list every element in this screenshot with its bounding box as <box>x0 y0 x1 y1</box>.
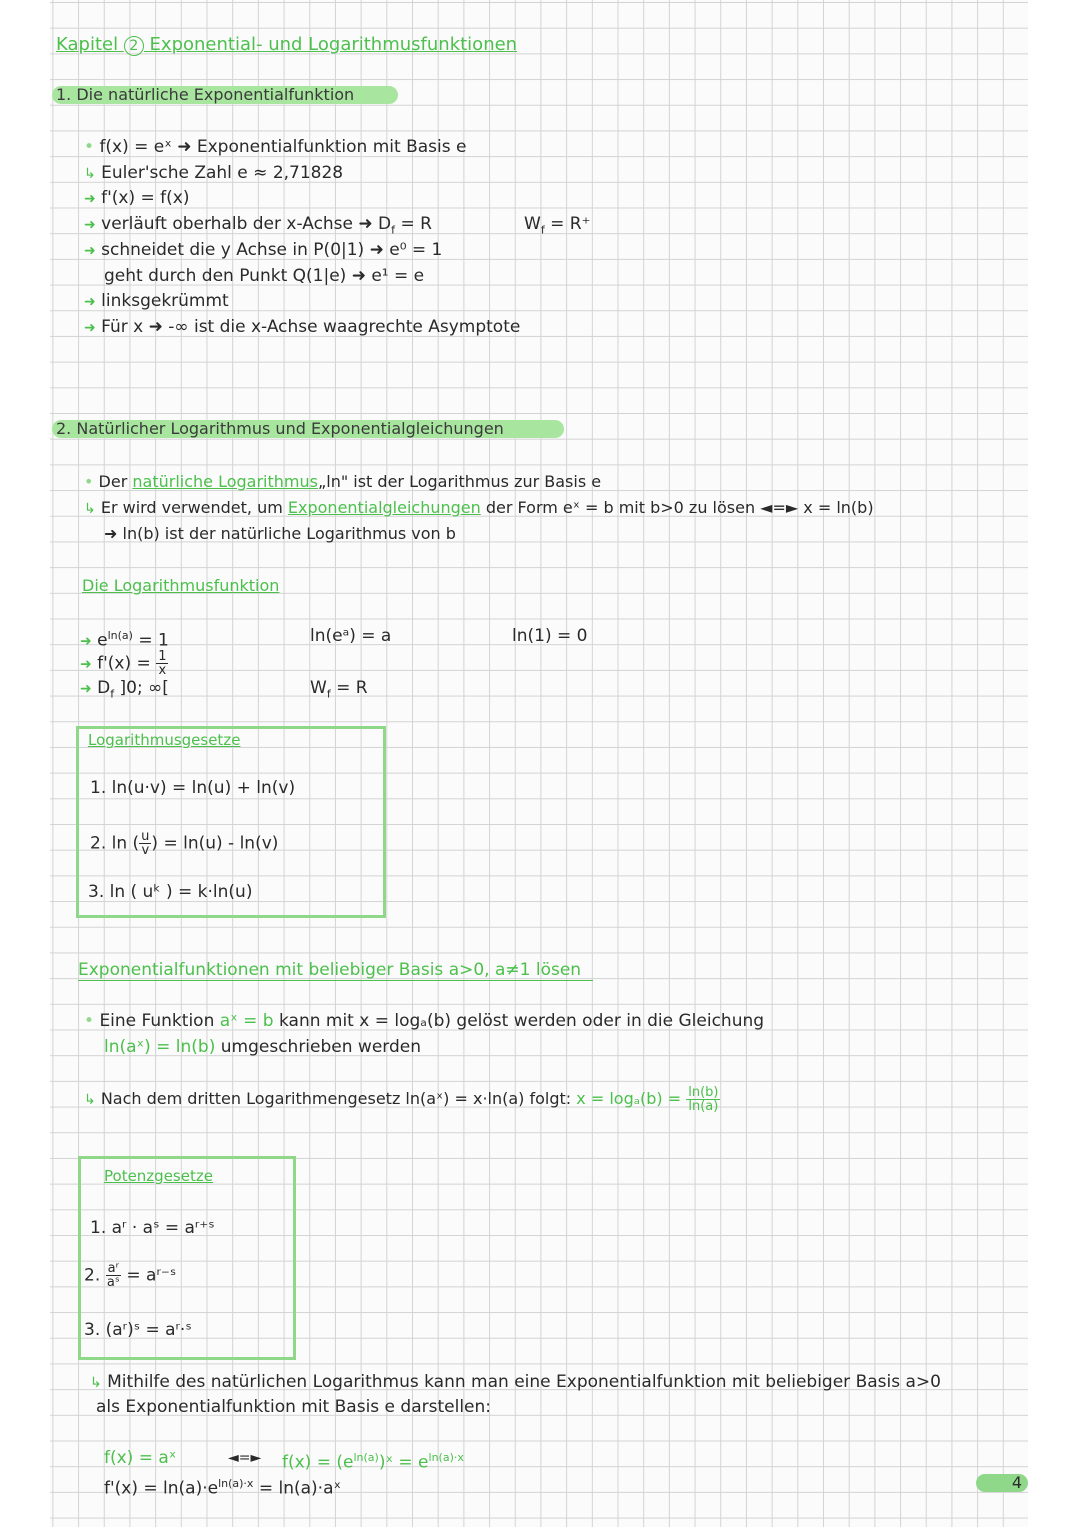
section1-heading: 1. Die natürliche Exponentialfunktion <box>56 85 355 104</box>
chapter-number: 2 <box>124 36 144 56</box>
loglaw-3: 3. ln ( uᵏ ) = k·ln(u) <box>88 882 253 902</box>
s2-line-3: ➜ ln(b) ist der natürliche Logarithmus von b <box>104 524 456 543</box>
s4-line-3b: $f(x) = (e^{ln(a)})ˣ = e^{ln(a)\cdot x}$ <box>282 1451 464 1473</box>
powerlaw-1: 1. aʳ · aˢ = aʳ⁺ˢ <box>90 1218 215 1238</box>
s4-line-2: als Exponentialfunktion mit Basis e darstellen: <box>96 1397 492 1417</box>
page-margin-right <box>1028 0 1080 1527</box>
section2-heading: 2. Natürlicher Logarithmus und Exponentialgleichungen <box>56 419 504 438</box>
logfunc-row3: ➜ $D_f$ ]0; ∞[ <box>80 678 169 701</box>
s3-line-3: ↳ Nach dem dritten Logarithmengesetz ln(aˣ) = x·ln(a) folgt: x = logₐ(b) = $\frac{\ln(b)}{\ln(a)}$ <box>84 1085 719 1114</box>
s1-range: $W_f = R^+$ <box>524 214 591 237</box>
s1-line-1: • f(x) = eˣ ➜ Exponentialfunktion mit Basis e <box>84 137 467 157</box>
powerlaw-3: 3. (aʳ)ˢ = aʳ·ˢ <box>84 1320 192 1340</box>
chapter-title <box>56 35 517 56</box>
s1-line-8: ➜ Für x ➜ -∞ ist die x-Achse waagrechte Asymptote <box>84 317 521 337</box>
s1-line-5: ➜ schneidet die y Achse in P(0|1) ➜ e⁰ = 1 <box>84 240 443 260</box>
chapter-title-text: Exponential- und Logarithmusfunktionen <box>149 34 518 55</box>
s4-line-1: ↳ Mithilfe des natürlichen Logarithmus kann man eine Exponentialfunktion mit beliebiger Basis a>0 <box>90 1372 941 1392</box>
logfunc-row3b: $W_f = R$ <box>310 678 368 701</box>
s4-line-4: $f'(x) = \ln(a)\cdot e^{ln(a)\cdot x}$ = ln(a)·aˣ <box>104 1477 342 1499</box>
logfunc-title: Die Logarithmusfunktion <box>82 576 280 595</box>
s2-line-2: ↳ Er wird verwendet, um Exponentialgleichungen der Form eˣ = b mit b>0 zu lösen ◄=► x = ln(b) <box>84 498 874 517</box>
s1-line-7: ➜ linksgekrümmt <box>84 291 229 311</box>
powerlaws-title: Potenzgesetze <box>104 1167 213 1185</box>
s3-line-2: ln(aˣ) = ln(b) umgeschrieben werden <box>104 1037 421 1057</box>
logfunc-row1b: ln(eᵃ) = a <box>310 626 392 646</box>
s1-line-6: geht durch den Punkt Q(1|e) ➜ e¹ = e <box>104 266 425 286</box>
loglaws-title: Logarithmusgesetze <box>88 731 241 749</box>
logfunc-row1c: ln(1) = 0 <box>512 626 588 646</box>
page-number: 4 <box>976 1474 1028 1492</box>
s4-equivalence: ◄=► <box>228 1450 262 1466</box>
logfunc-row2: ➜ f'(x) = $\frac{1}{x}$ <box>80 649 167 678</box>
logfunc-row1: ➜ $e^{ln(a)} = 1$ <box>80 629 169 651</box>
s3-line-1: • Eine Funktion aˣ = b kann mit x = logₐ(b) gelöst werden oder in die Gleichung <box>84 1011 765 1031</box>
s4-line-3: f(x) = aˣ <box>104 1448 177 1468</box>
loglaw-1: 1. ln(u·v) = ln(u) + ln(v) <box>90 778 296 798</box>
s1-line-2: ↳ Euler'sche Zahl e ≈ 2,71828 <box>84 163 344 183</box>
s1-line-3: ➜ f'(x) = f(x) <box>84 188 190 208</box>
s2-line-1: • Der natürliche Logarithmus„ln" ist der Logarithmus zur Basis e <box>84 472 602 491</box>
s1-line-4: ➜ verläuft oberhalb der x-Achse ➜ $D_f = R$ <box>84 214 432 237</box>
powerlaw-2: 2. $\frac{\text{aʳ}}{\text{aˢ}}$ = aʳ⁻ˢ <box>84 1261 177 1290</box>
chapter-label: Kapitel <box>56 34 119 55</box>
page-margin-left <box>0 0 50 1527</box>
loglaw-2: 2. ln ( $\frac{u}{v}$ ) = ln(u) - ln(v) <box>90 829 279 858</box>
section3-heading: Exponentialfunktionen mit beliebiger Basis a>0, a≠1 lösen <box>78 960 593 981</box>
